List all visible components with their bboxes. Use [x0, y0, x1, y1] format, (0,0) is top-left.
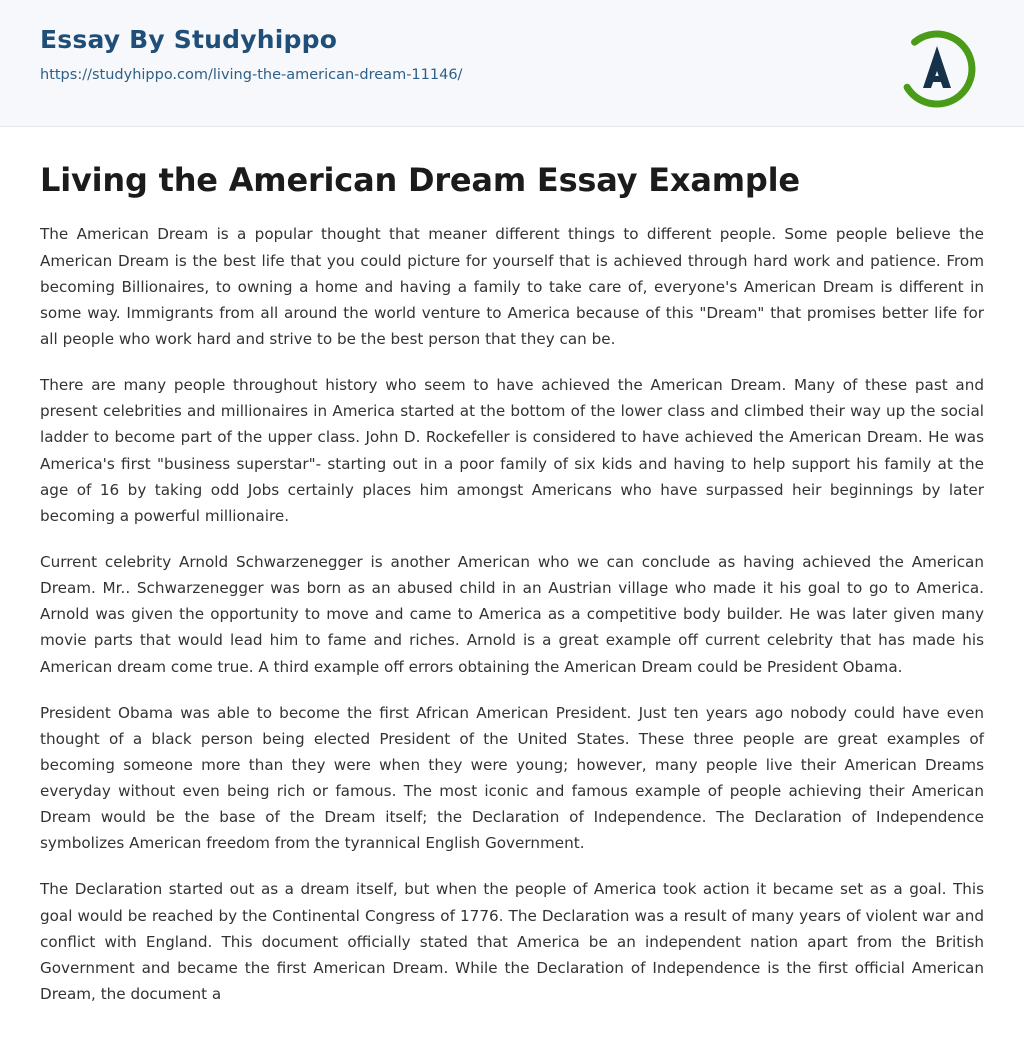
site-header	[0, 0, 1024, 127]
site-brand-title: Essay By Studyhippo	[40, 25, 338, 54]
brand-block	[40, 26, 462, 83]
article-paragraph: The Declaration started out as a dream itself, but when the people of America took action it became set as a goal. This goal would be reached by the Continental Congress of 1776. The Declaration was a result of many years of violent war and conflict with England. This document officially stated that America be an independent nation apart from the British Government and became the first American Dream. While the Declaration of Independence is the first official American Dream, the document a	[40, 880, 984, 1004]
article-body	[0, 127, 1024, 1041]
article-paragraph: The American Dream is a popular thought that meaner different things to different people. Some people believe the American Dream is the best life that you could picture for yourself that is achieved through hard work and patience. From becoming Billionaires, to owning a home and having a family to take care of, everyone's American Dream is different in some way. Immigrants from all around the world venture to America because of this "Dream" that promises better life for all people who work hard and strive to be the best person that they can be.	[40, 225, 984, 348]
page-title: Living the American Dream Essay Example	[40, 161, 800, 199]
article-source-link[interactable]: https://studyhippo.com/living-the-american-dream-11146/	[40, 66, 463, 83]
studyhippo-a-logo-icon	[896, 28, 978, 110]
article-paragraph: Current celebrity Arnold Schwarzenegger is another American who we can conclude as having achieved the American Dream. Mr.. Schwarzenegger was born as an abused child in an Austrian village who made it his goal to go to America. Arnold was given the opportunity to move and came to America as a competitive body builder. He was later given many movie parts that would lead him to fame and riches. Arnold is a great example off current celebrity that has made his American dream come true. A third example off errors obtaining the American Dream could be President Obama.	[40, 552, 984, 676]
article-paragraph: There are many people throughout history who seem to have achieved the American Dream. Many of these past and present celebrities and millionaires in America started at the bottom of the lower class and climbed their way up the social ladder to become part of the upper class. John D. Rockefeller is considered to have achieved the American Dream. He was America's first "business superstar"- starting out in a poor family of six kids and having to help support his family at the age of 16 by taking odd Jobs certainly places him amongst Americans who have surpassed heir beginnings by later becoming a powerful millionaire.	[40, 376, 984, 525]
article-paragraph: President Obama was able to become the first African American President. Just ten years ago nobody could have even thought of a black person being elected President of the United States. These three people are great examples of becoming someone more than they were when they were young; however, many people live their American Dreams everyday without even being rich or famous. The most iconic and famous example of people achieving their American Dream would be the base of the Dream itself; the Declaration of Independence. The Declaration of Independence symbolizes American freedom from the tyrannical English Government.	[40, 703, 984, 853]
